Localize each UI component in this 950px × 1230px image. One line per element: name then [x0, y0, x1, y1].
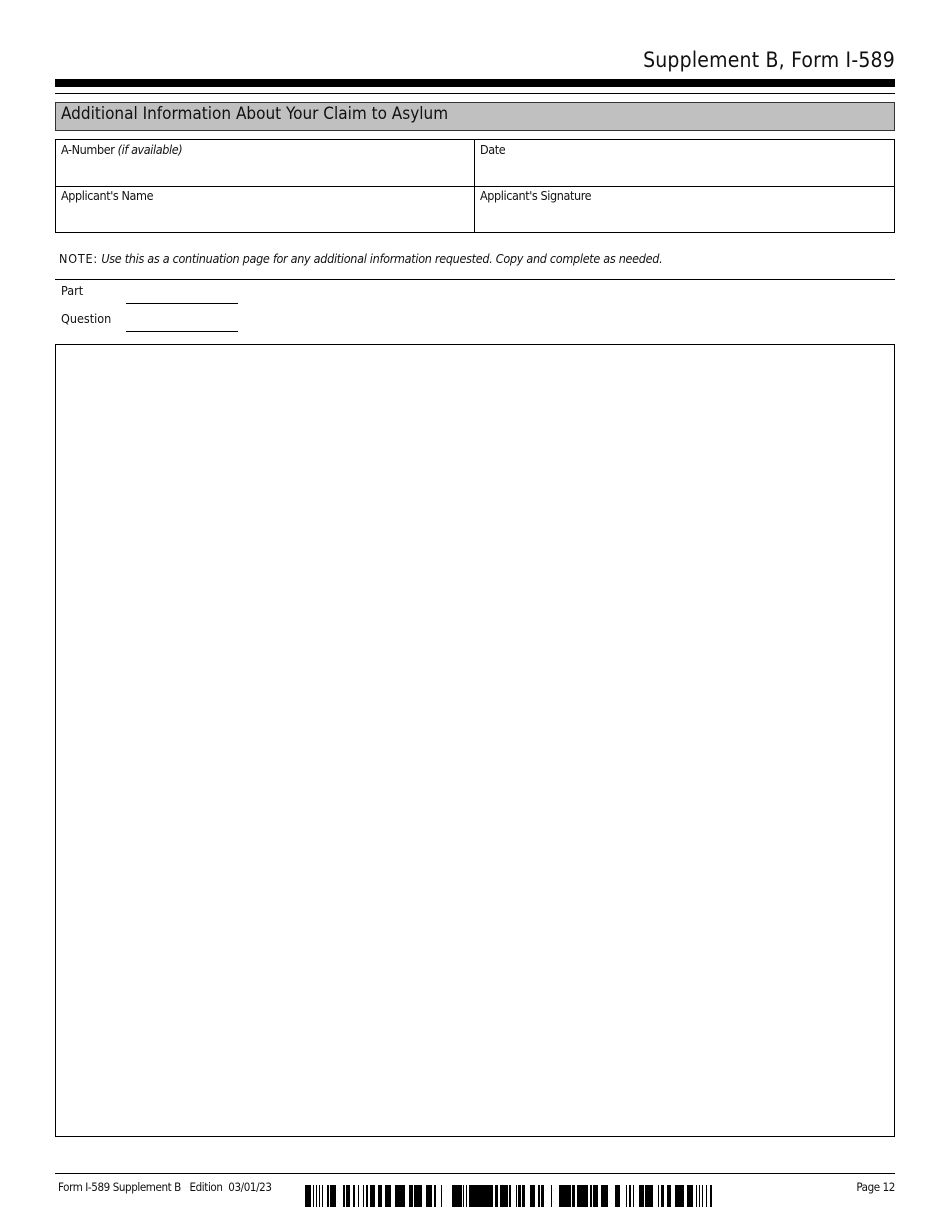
- date-field[interactable]: [475, 140, 894, 186]
- section-title: Additional Information About Your Claim to Asylum: [55, 102, 895, 131]
- a-number-field[interactable]: [56, 140, 474, 186]
- header-thick-rule: [55, 79, 895, 87]
- applicant-name-field[interactable]: [56, 186, 474, 232]
- applicant-name-label: Applicant's Name: [61, 188, 154, 203]
- part-input[interactable]: [126, 285, 238, 303]
- header-thin-rule: [55, 93, 895, 94]
- a-number-label: A-Number: [61, 142, 115, 157]
- applicant-signature-field[interactable]: [475, 186, 894, 232]
- part-label: Part: [61, 283, 84, 298]
- form-title: Supplement B, Form I-589: [643, 48, 895, 72]
- page-number: Page 12: [856, 1180, 895, 1194]
- question-underline: [126, 331, 238, 332]
- barcode: [305, 1185, 713, 1207]
- date-label: Date: [480, 142, 506, 157]
- note-rule: [55, 279, 895, 280]
- note-prefix: NOTE:: [59, 251, 99, 266]
- additional-info-textarea[interactable]: [55, 344, 895, 1137]
- part-underline: [126, 303, 238, 304]
- a-number-note: (if available): [117, 142, 183, 157]
- footer-rule: [55, 1173, 895, 1174]
- note: [59, 251, 662, 266]
- applicant-signature-label: Applicant's Signature: [480, 188, 592, 203]
- note-text: Use this as a continuation page for any additional information requested. Copy and complete as needed.: [101, 251, 663, 266]
- question-label: Question: [61, 311, 112, 326]
- question-input[interactable]: [126, 313, 238, 331]
- footer-form-edition: Form I-589 Supplement B Edition 03/01/23: [58, 1180, 272, 1194]
